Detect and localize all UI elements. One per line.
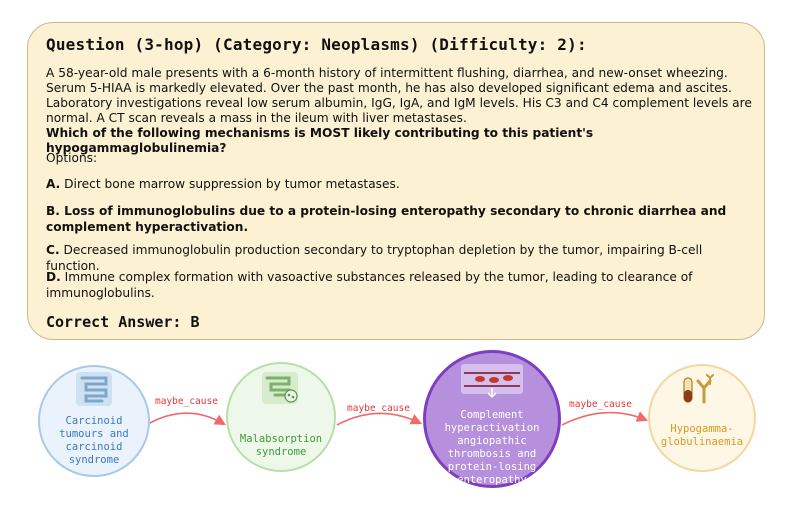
node-label-carcinoid: Carcinoid tumours and carcinoid syndrome	[59, 415, 129, 466]
node-label-complement: Complement hyperactivation angiopathic thrombosis and protein-losing enteropathy	[444, 409, 540, 486]
option-text: Loss of immunoglobulins due to a protein-losing enteropathy secondary to chronic diarrhea and complement hyperactivation.	[46, 204, 727, 234]
option-letter: C.	[46, 243, 60, 257]
question-prompt: Which of the following mechanisms is MOST likely contributing to this patient's hypogammaglobulinemia?	[46, 126, 594, 155]
correct-answer: Correct Answer: B	[46, 313, 200, 331]
edge-arrow-2	[337, 413, 420, 425]
option-text: Immune complex formation with vasoactive substances released by the tumor, leading to clearance of immunoglobulins.	[46, 270, 693, 300]
antibody-tube-icon	[684, 375, 713, 402]
options-label: Options:	[46, 151, 98, 165]
edge-arrow-3	[562, 413, 646, 425]
blood-vessel-icon	[461, 364, 523, 397]
option-letter: D.	[46, 270, 61, 284]
edge-label-1: maybe_cause	[155, 396, 218, 407]
option-letter: A.	[46, 177, 61, 191]
question-title: Question (3-hop) (Category: Neoplasms) (Difficulty: 2):	[46, 35, 587, 54]
edge-label-3: maybe_cause	[569, 399, 632, 410]
intestine-bacteria-icon	[262, 372, 298, 404]
node-label-malabsorption: Malabsorption syndrome	[239, 433, 323, 458]
edge-arrow-1	[150, 413, 224, 424]
node-label-hypogamma: Hypogamma-globulinaemia	[660, 423, 744, 448]
intestine-icon	[76, 372, 112, 406]
edge-label-2: maybe_cause	[347, 403, 410, 414]
option-letter: B.	[46, 204, 60, 218]
option-text: Decreased immunoglobulin production secondary to tryptophan depletion by the tumor, impairing B-cell function.	[46, 243, 703, 273]
option-text: Direct bone marrow suppression by tumor metastases.	[64, 177, 400, 191]
question-stem-text: A 58-year-old male presents with a 6-month history of intermittent flushing, diarrhea, and new-onset wheezing. Serum 5-HIAA is markedly elevated. Over the past month, he has also developed significant edema and ascites. Laboratory investigations reveal low serum albumin, IgG, IgA, and IgM levels. His C3 and C4 complement levels are normal. A CT scan reveals a mass in the ileum with liver metastases.	[46, 66, 752, 125]
